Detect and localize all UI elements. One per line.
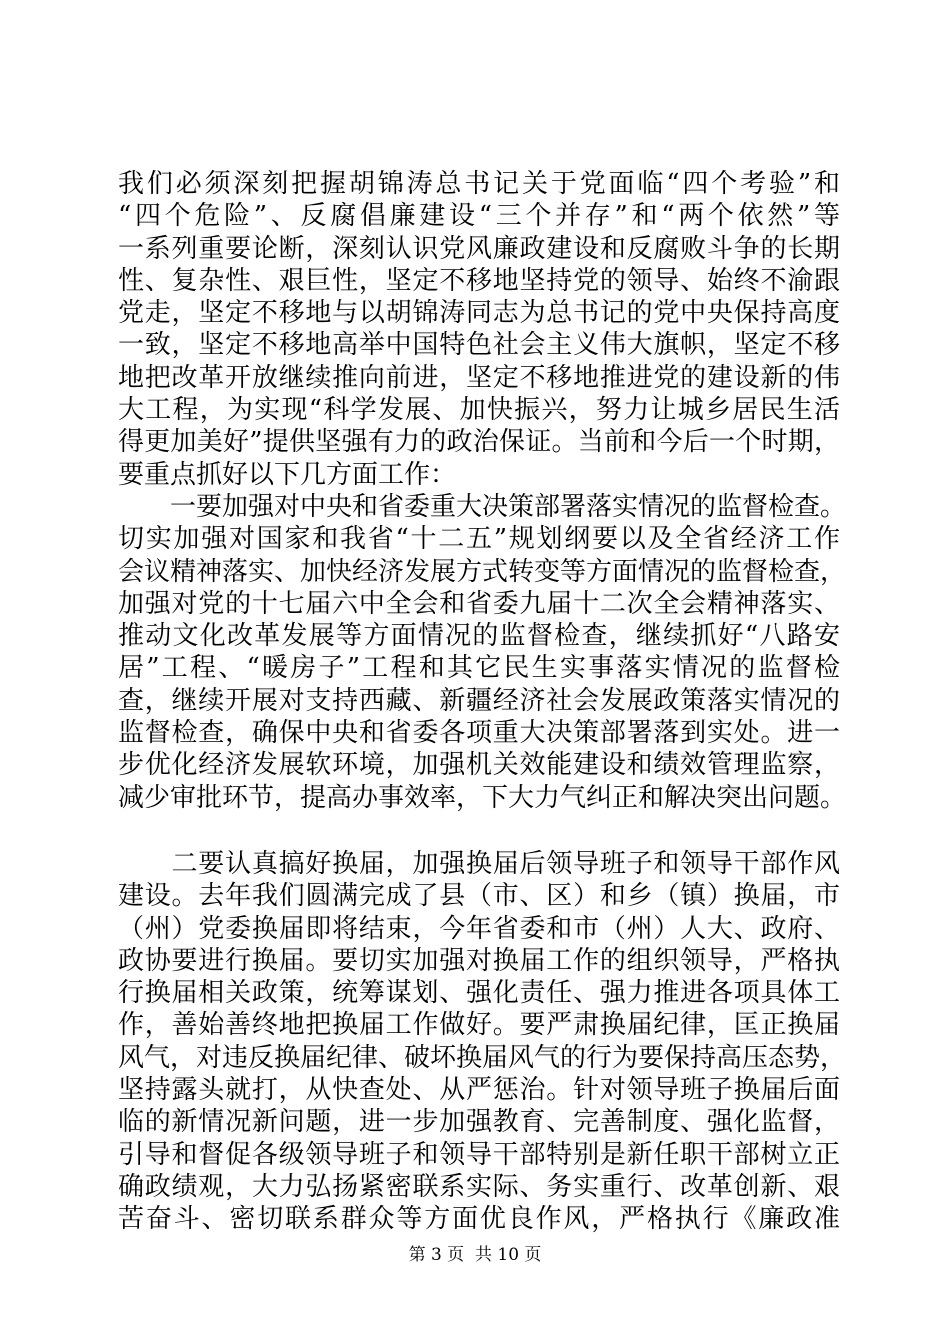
text-line: 行换届相关政策，统筹谋划、强化责任、强力推进各项具体工 — [118, 978, 840, 1009]
text-line: 要重点抓好以下几方面工作： — [118, 459, 457, 490]
page-number-label: 第 3 页 共 10 页 — [408, 1245, 542, 1265]
text-line: 步优化经济发展软环境，加强机关效能建设和绩效管理监察， — [118, 750, 840, 781]
text-line: 减少审批环节，提高办事效率，下大力气纠正和解决突出问题。 — [118, 782, 847, 813]
text-line: 风气，对违反换届纪律、破坏换届风气的行为要保持高压态势， — [118, 1042, 847, 1073]
text-line: 切实加强对国家和我省“十二五”规划纲要以及全省经济工作 — [118, 524, 840, 555]
text-line: 引导和督促各级领导班子和领导干部特别是新任职干部树立正 — [118, 1139, 840, 1170]
text-line: 确政绩观，大力弘扬紧密联系实际、务实重行、改革创新、艰 — [118, 1171, 840, 1202]
text-line: 地把改革开放继续推向前进，坚定不移地推进党的建设新的伟 — [118, 362, 840, 393]
text-line: 监督检查，确保中央和省委各项重大决策部署落到实处。进一 — [118, 718, 840, 749]
text-line: 坚持露头就打，从快查处、从严惩治。针对领导班子换届后面 — [118, 1075, 840, 1106]
text-line: 得更加美好”提供坚强有力的政治保证。当前和今后一个时期， — [118, 427, 840, 458]
text-line: 会议精神落实、加快经济发展方式转变等方面情况的监督检查， — [118, 556, 847, 587]
document-body — [118, 168, 847, 1236]
text-line: 苦奋斗、密切联系群众等方面优良作风，严格执行《廉政准 — [118, 1204, 840, 1235]
text-line: 临的新情况新问题，进一步加强教育、完善制度、强化监督， — [118, 1107, 840, 1138]
paragraph-1 — [118, 168, 840, 491]
text-line: 查，继续开展对支持西藏、新疆经济社会发展政策落实情况的 — [118, 685, 840, 716]
text-line: 性、复杂性、艰巨性，坚定不移地坚持党的领导、始终不渝跟 — [118, 265, 840, 296]
text-line: 二要认真搞好换届，加强换届后领导班子和领导干部作风 — [118, 848, 840, 879]
text-line: （州）党委换届即将结束，今年省委和市（州）人大、政府、 — [118, 913, 840, 944]
paragraph-spacer — [118, 814, 840, 848]
text-line: 党走，坚定不移地与以胡锦涛同志为总书记的党中央保持高度 — [118, 298, 840, 329]
text-line: 大工程，为实现“科学发展、加快振兴，努力让城乡居民生活 — [118, 395, 840, 426]
text-line: 我们必须深刻把握胡锦涛总书记关于党面临“四个考验”和 — [118, 169, 840, 199]
paragraph-2 — [118, 491, 847, 814]
paragraph-3 — [118, 848, 847, 1236]
text-line: 推动文化改革发展等方面情况的监督检查，继续抓好“八路安 — [118, 621, 840, 652]
page-footer — [0, 1243, 950, 1267]
text-line: 一系列重要论断，深刻认识党风廉政建设和反腐败斗争的长期 — [118, 233, 840, 264]
text-line: 加强对党的十七届六中全会和省委九届十二次全会精神落实、 — [118, 588, 840, 619]
text-line: “四个危险”、反腐倡廉建设“三个并存”和“两个依然”等 — [118, 201, 840, 232]
text-line: 政协要进行换届。要切实加强对换届工作的组织领导，严格执 — [118, 945, 840, 976]
text-line: 一要加强对中央和省委重大决策部署落实情况的监督检查。 — [118, 491, 847, 522]
text-line: 建设。去年我们圆满完成了县（市、区）和乡（镇）换届，市 — [118, 881, 840, 912]
text-line: 居”工程、“暖房子”工程和其它民生实事落实情况的监督检 — [118, 653, 840, 684]
text-line: 一致，坚定不移地高举中国特色社会主义伟大旗帜，坚定不移 — [118, 330, 840, 361]
text-line: 作，善始善终地把换届工作做好。要严肃换届纪律，匡正换届 — [118, 1010, 840, 1041]
